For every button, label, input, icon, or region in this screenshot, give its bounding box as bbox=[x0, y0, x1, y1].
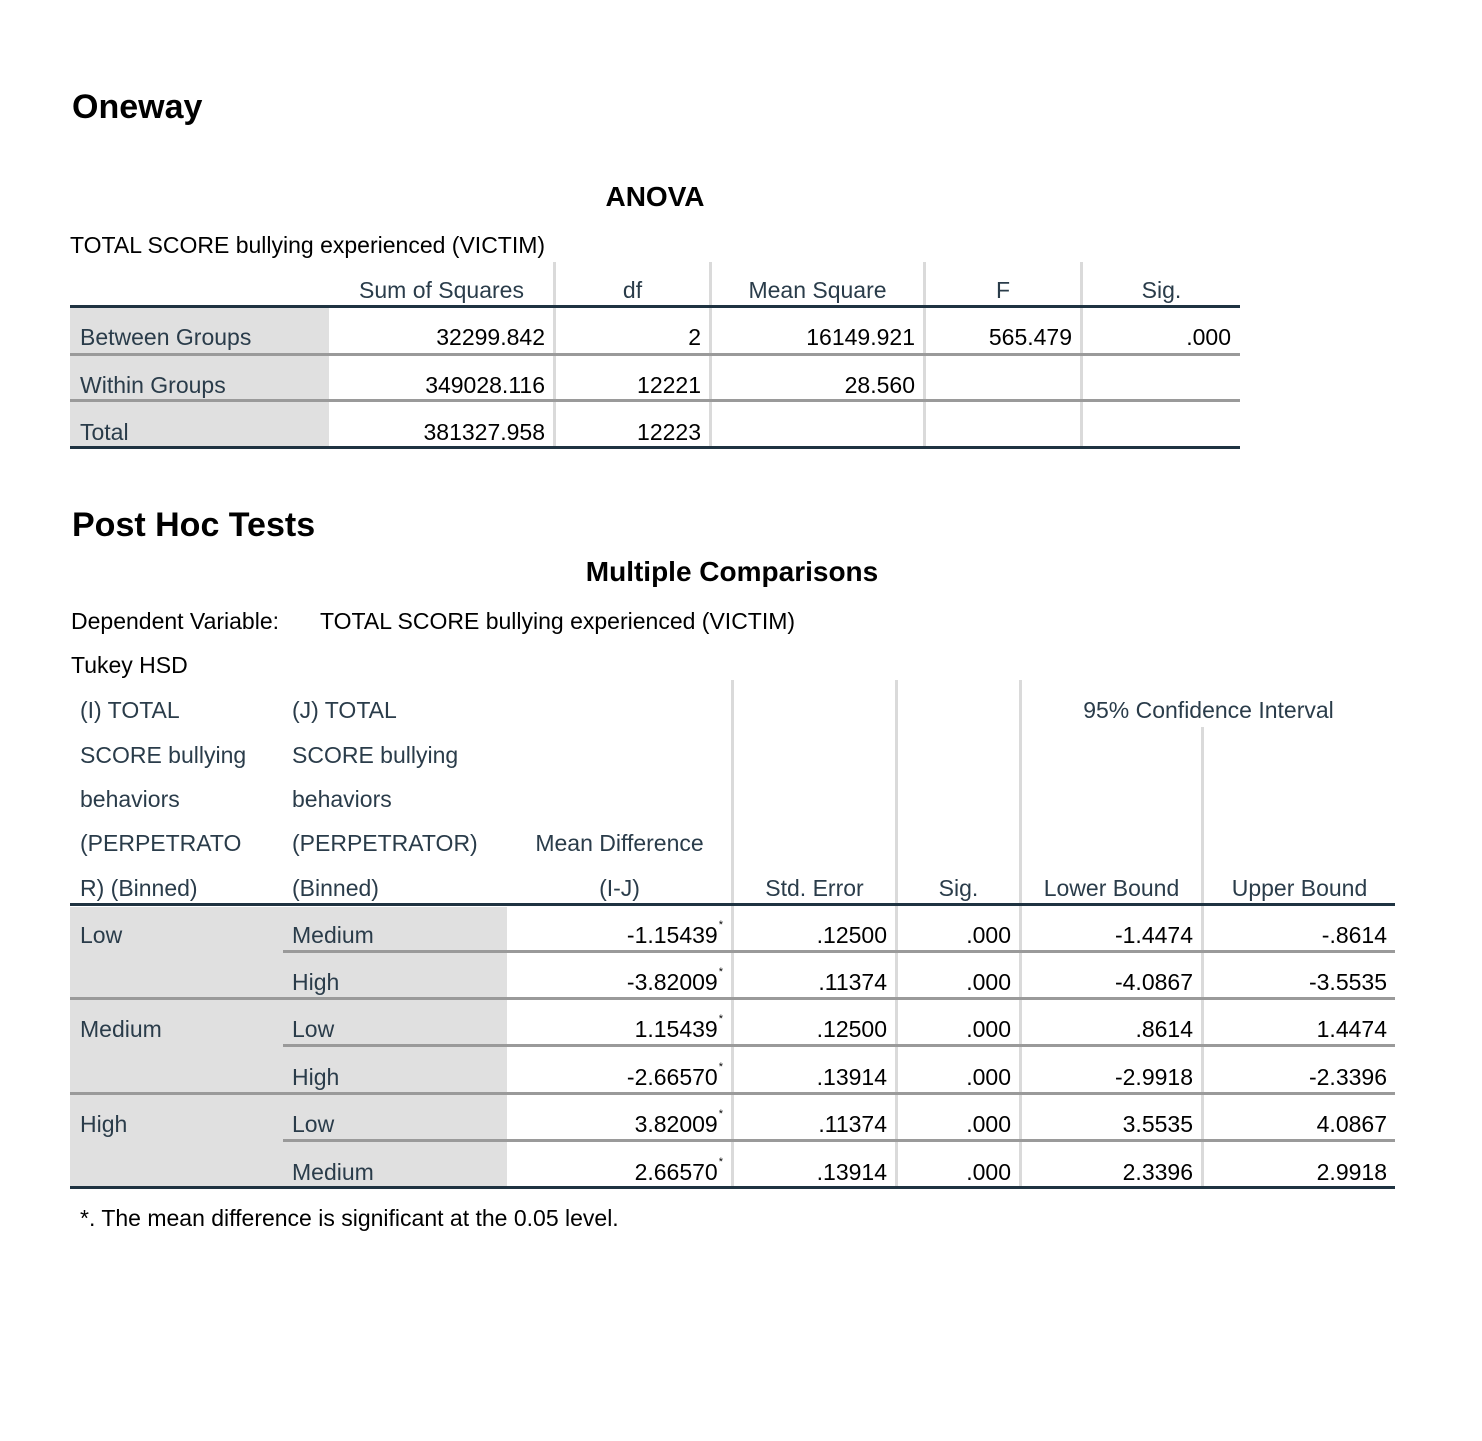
cell-sig: .000 bbox=[966, 969, 1011, 995]
row-j-label: Medium bbox=[292, 1159, 374, 1185]
anova-cell-ss: 381327.958 bbox=[423, 419, 545, 445]
header-mean-difference-ij: (I-J) bbox=[599, 875, 640, 901]
row-j-label: Low bbox=[292, 1111, 335, 1137]
anova-title: ANOVA bbox=[605, 181, 705, 212]
anova-subtitle: TOTAL SCORE bullying experienced (VICTIM) bbox=[70, 232, 546, 258]
anova-cell-ms: 28.560 bbox=[844, 372, 915, 398]
cell-mean-difference: 1.15439* bbox=[634, 1013, 723, 1042]
header-mean-difference: Mean Difference bbox=[535, 830, 704, 856]
cell-upper-bound: -3.5535 bbox=[1308, 969, 1387, 995]
anova-header-df: df bbox=[622, 277, 643, 303]
cell-sig: .000 bbox=[966, 1064, 1011, 1090]
header-i-line: behaviors bbox=[80, 786, 180, 812]
cell-mean-difference: -2.66570* bbox=[626, 1061, 723, 1090]
anova-row-label: Between Groups bbox=[80, 324, 252, 350]
cell-mean-difference: 2.66570* bbox=[634, 1156, 723, 1185]
cell-std-error: .12500 bbox=[816, 1016, 887, 1042]
anova-cell-ss: 349028.116 bbox=[425, 372, 545, 398]
anova-cell-ss: 32299.842 bbox=[436, 324, 545, 350]
header-j-line: behaviors bbox=[292, 786, 392, 812]
anova-header-ms: Mean Square bbox=[748, 277, 887, 303]
cell-sig: .000 bbox=[966, 1159, 1011, 1185]
multiple-comparisons-title: Multiple Comparisons bbox=[585, 556, 879, 587]
cell-std-error: .13914 bbox=[816, 1064, 887, 1090]
anova-cell-ms: 16149.921 bbox=[806, 324, 915, 350]
cell-mean-difference: -1.15439* bbox=[626, 919, 723, 948]
cell-mean-difference: -3.82009* bbox=[626, 966, 723, 995]
header-i-line: (PERPETRATO bbox=[80, 830, 242, 856]
row-j-label: High bbox=[292, 1064, 340, 1090]
header-j-line: (J) TOTAL bbox=[292, 697, 397, 723]
anova-header-sig: Sig. bbox=[1141, 277, 1182, 303]
anova-cell-df: 12223 bbox=[637, 419, 701, 445]
cell-std-error: .11374 bbox=[818, 969, 887, 995]
cell-sig: .000 bbox=[966, 1111, 1011, 1137]
section-title-oneway: Oneway bbox=[72, 88, 203, 126]
anova-row-label: Total bbox=[80, 419, 129, 445]
cell-upper-bound: 4.0867 bbox=[1316, 1111, 1387, 1137]
cell-std-error: .12500 bbox=[816, 922, 887, 948]
dependent-variable-label: Dependent Variable: bbox=[71, 608, 279, 634]
footnote: *. The mean difference is significant at the 0.05 level. bbox=[80, 1205, 619, 1231]
group-label: Medium bbox=[80, 1016, 162, 1042]
cell-sig: .000 bbox=[966, 922, 1011, 948]
row-j-label: Medium bbox=[292, 922, 374, 948]
header-upper-bound: Upper Bound bbox=[1231, 875, 1368, 901]
anova-cell-df: 12221 bbox=[637, 372, 701, 398]
header-j-line: SCORE bullying bbox=[292, 742, 459, 768]
cell-lower-bound: 3.5535 bbox=[1122, 1111, 1193, 1137]
cell-lower-bound: .8614 bbox=[1135, 1016, 1193, 1042]
header-j-line: (Binned) bbox=[292, 875, 379, 901]
anova-cell-f: 565.479 bbox=[988, 324, 1072, 350]
cell-upper-bound: 1.4474 bbox=[1316, 1016, 1387, 1042]
test-method: Tukey HSD bbox=[71, 652, 188, 678]
header-std-error: Std. Error bbox=[765, 875, 864, 901]
dependent-variable-value: TOTAL SCORE bullying experienced (VICTIM) bbox=[320, 608, 796, 634]
cell-upper-bound: 2.9918 bbox=[1316, 1159, 1387, 1185]
anova-cell-sig: .000 bbox=[1186, 324, 1231, 350]
header-lower-bound: Lower Bound bbox=[1043, 875, 1180, 901]
cell-sig: .000 bbox=[966, 1016, 1011, 1042]
header-i-line: R) (Binned) bbox=[80, 875, 198, 901]
cell-lower-bound: 2.3396 bbox=[1122, 1159, 1193, 1185]
anova-header-ss: Sum of Squares bbox=[359, 277, 524, 303]
row-j-label: High bbox=[292, 969, 340, 995]
cell-lower-bound: -1.4474 bbox=[1114, 922, 1193, 948]
anova-cell-df: 2 bbox=[688, 324, 701, 350]
cell-std-error: .11374 bbox=[818, 1111, 887, 1137]
anova-row-label: Within Groups bbox=[80, 372, 226, 398]
row-j-label: Low bbox=[292, 1016, 335, 1042]
cell-upper-bound: -2.3396 bbox=[1308, 1064, 1387, 1090]
header-confidence-interval: 95% Confidence Interval bbox=[1083, 697, 1334, 723]
cell-upper-bound: -.8614 bbox=[1321, 922, 1387, 948]
group-label: Low bbox=[80, 922, 123, 948]
header-sig: Sig. bbox=[938, 875, 979, 901]
cell-std-error: .13914 bbox=[816, 1159, 887, 1185]
group-label: High bbox=[80, 1111, 128, 1137]
cell-lower-bound: -4.0867 bbox=[1114, 969, 1193, 995]
anova-header-f: F bbox=[995, 277, 1011, 303]
cell-lower-bound: -2.9918 bbox=[1114, 1064, 1193, 1090]
header-j-line: (PERPETRATOR) bbox=[292, 830, 478, 856]
header-i-line: (I) TOTAL bbox=[80, 697, 180, 723]
section-title-posthoc: Post Hoc Tests bbox=[72, 506, 316, 544]
header-i-line: SCORE bullying bbox=[80, 742, 247, 768]
cell-mean-difference: 3.82009* bbox=[634, 1108, 723, 1137]
